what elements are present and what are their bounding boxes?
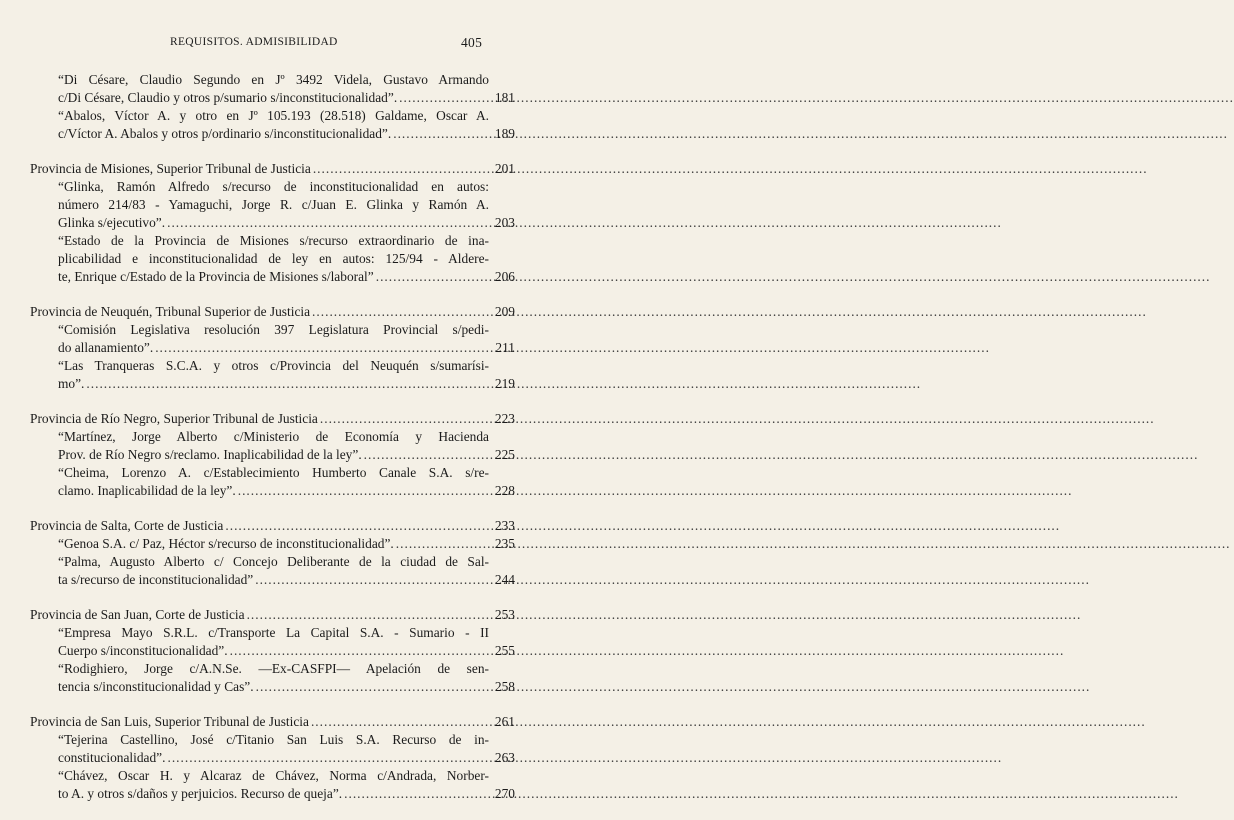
court-name: Provincia de Misiones, Superior Tribunal de Justicia xyxy=(30,161,311,176)
case-title-text: “Martínez, Jorge Alberto c/Ministerio de Economía y Hacienda xyxy=(58,429,489,444)
court-name: Provincia de Río Negro, Superior Tribunal de Justicia xyxy=(30,411,318,426)
case-title-text: plicabilidad e inconstitucionalidad de ley en autos: 125/94 - Aldere- xyxy=(58,251,489,266)
case-entry-line xyxy=(0,107,517,125)
case-entry xyxy=(0,232,517,286)
court-name: Provincia de Neuquén, Tribunal Superior de Justicia xyxy=(30,304,311,319)
index-section xyxy=(0,303,517,393)
leader-dots xyxy=(167,749,486,767)
leader-dots xyxy=(320,410,486,428)
case-entry-line xyxy=(0,464,517,482)
case-page-number: 228 xyxy=(494,483,515,498)
case-title-text: “Abalos, Víctor A. y otro en Jº 105.193 (28.518) Galdame, Oscar A. xyxy=(58,108,489,123)
case-page-number: 181 xyxy=(494,90,515,105)
case-entry xyxy=(0,553,517,589)
index-section xyxy=(0,410,517,500)
leader-dots xyxy=(86,375,486,393)
case-entry xyxy=(0,464,517,500)
court-page-number: 253 xyxy=(494,607,515,622)
court-page-number: 233 xyxy=(494,518,515,533)
case-page-number: 219 xyxy=(494,376,515,391)
index-section xyxy=(0,71,517,143)
case-title-text: to A. y otros s/daños y perjuicios. Recurso de queja”. xyxy=(58,786,343,801)
case-page-number: 258 xyxy=(494,679,515,694)
case-entry xyxy=(0,321,517,357)
case-page-number: 203 xyxy=(494,215,515,230)
case-title-text: “Las Tranqueras S.C.A. y otros c/Provincia del Neuquén s/sumarísi- xyxy=(58,358,489,373)
case-title-text: “Chávez, Oscar H. y Alcaraz de Chávez, Norma c/Andrada, Norber- xyxy=(58,768,489,783)
case-entry-line xyxy=(0,428,517,446)
leader-dots xyxy=(376,268,486,286)
court-heading xyxy=(0,713,517,731)
case-entry-line xyxy=(0,250,517,268)
case-title-text: mo”. xyxy=(58,376,85,391)
case-entry-line xyxy=(0,232,517,250)
case-entry-line xyxy=(0,553,517,571)
case-title-text: “Comisión Legislativa resolución 397 Legislatura Provincial s/pedi- xyxy=(58,322,489,337)
case-entry-line xyxy=(0,571,517,589)
case-title-text: “Palma, Augusto Alberto c/ Concejo Deliberante de la ciudad de Sal- xyxy=(58,554,489,569)
court-page-number: 261 xyxy=(494,714,515,729)
case-page-number: 211 xyxy=(495,340,515,355)
case-title-text: Prov. de Río Negro s/reclamo. Inaplicabilidad de la ley”. xyxy=(58,447,362,462)
leader-dots xyxy=(255,571,486,589)
leader-dots xyxy=(313,160,486,178)
court-heading xyxy=(0,517,517,535)
case-entry xyxy=(0,178,517,232)
case-title-text: “Estado de la Provincia de Misiones s/recurso extraordinario de ina- xyxy=(58,233,489,248)
court-name: Provincia de Salta, Corte de Justicia xyxy=(30,518,224,533)
leader-dots xyxy=(155,339,486,357)
leader-dots xyxy=(167,214,486,232)
case-entry-line xyxy=(0,375,517,393)
case-entry-line xyxy=(0,482,517,500)
case-entry xyxy=(0,107,517,143)
case-entry xyxy=(0,767,517,803)
case-entry-line xyxy=(0,624,517,642)
case-title-text: “Di Césare, Claudio Segundo en Jº 3492 Videla, Gustavo Armando xyxy=(58,72,489,87)
case-entry-line xyxy=(0,678,517,696)
leader-dots xyxy=(393,125,486,143)
leader-dots xyxy=(230,642,486,660)
index-section xyxy=(0,160,517,286)
case-entry-line xyxy=(0,785,517,803)
case-title-text: te, Enrique c/Estado de la Provincia de Misiones s/laboral” xyxy=(58,269,374,284)
case-title-text: constitucionalidad”. xyxy=(58,750,166,765)
court-name: Provincia de San Juan, Corte de Justicia xyxy=(30,607,245,622)
case-title-text: “Empresa Mayo S.R.L. c/Transporte La Capital S.A. - Sumario - II xyxy=(58,625,489,640)
leader-dots xyxy=(344,785,486,803)
leader-dots xyxy=(311,713,486,731)
case-entry-line xyxy=(0,196,517,214)
leader-dots xyxy=(312,303,486,321)
court-heading xyxy=(0,606,517,624)
case-entry-line xyxy=(0,214,517,232)
case-title-text: “Glinka, Ramón Alfredo s/recurso de inconstitucionalidad en autos: xyxy=(58,179,489,194)
case-entry-line xyxy=(0,660,517,678)
case-entry-line xyxy=(0,178,517,196)
case-page-number: 189 xyxy=(494,126,515,141)
court-heading xyxy=(0,303,517,321)
leader-dots xyxy=(247,606,486,624)
leader-dots xyxy=(364,446,486,464)
case-entry xyxy=(0,624,517,660)
case-title-text: número 214/83 - Yamaguchi, Jorge R. c/Juan E. Glinka y Ramón A. xyxy=(58,197,489,212)
case-title-text: “Tejerina Castellino, José c/Titanio San Luis S.A. Recurso de in- xyxy=(58,732,489,747)
court-heading xyxy=(0,410,517,428)
case-entry xyxy=(0,535,517,553)
leader-dots xyxy=(396,535,486,553)
court-page-number: 201 xyxy=(494,161,515,176)
case-page-number: 263 xyxy=(494,750,515,765)
case-entry xyxy=(0,731,517,767)
case-title-text: “Genoa S.A. c/ Paz, Héctor s/recurso de inconstitucionalidad”. xyxy=(58,536,394,551)
case-entry-line xyxy=(0,357,517,375)
leader-dots xyxy=(399,89,486,107)
case-title-text: ta s/recurso de inconstitucionalidad” xyxy=(58,572,254,587)
case-entry xyxy=(0,357,517,393)
index-list xyxy=(0,71,517,820)
case-page-number: 244 xyxy=(494,572,515,587)
case-entry-line xyxy=(0,268,517,286)
case-entry-line xyxy=(0,89,517,107)
case-entry-line xyxy=(0,339,517,357)
case-entry-line xyxy=(0,642,517,660)
case-entry-line xyxy=(0,749,517,767)
court-name: Provincia de San Luis, Superior Tribunal de Justicia xyxy=(30,714,309,729)
leader-dots xyxy=(225,517,486,535)
leader-dots xyxy=(238,482,486,500)
case-entry-line xyxy=(0,767,517,785)
court-page-number: 209 xyxy=(494,304,515,319)
case-entry-line xyxy=(0,731,517,749)
page-number: 405 xyxy=(461,35,483,50)
case-entry-line xyxy=(0,125,517,143)
index-section xyxy=(0,713,517,803)
case-entry-line xyxy=(0,535,517,553)
case-title-text: Cuerpo s/inconstitucionalidad”. xyxy=(58,643,228,658)
court-heading xyxy=(0,160,517,178)
index-section xyxy=(0,606,517,696)
case-entry xyxy=(0,660,517,696)
case-title-text: clamo. Inaplicabilidad de la ley”. xyxy=(58,483,236,498)
case-page-number: 235 xyxy=(494,536,515,551)
case-title-text: Glinka s/ejecutivo”. xyxy=(58,215,166,230)
case-title-text: do allanamiento”. xyxy=(58,340,154,355)
case-page-number: 255 xyxy=(494,643,515,658)
running-title: REQUISITOS. ADMISIBILIDAD xyxy=(170,36,338,48)
case-title-text: c/Víctor A. Abalos y otros p/ordinario s/inconstitucionalidad”. xyxy=(58,126,392,141)
case-title-text: “Rodighiero, Jorge c/A.N.Se. —Ex-CASFPI— Apelación de sen- xyxy=(58,661,489,676)
leader-dots xyxy=(256,678,486,696)
case-entry-line xyxy=(0,446,517,464)
case-title-text: “Cheima, Lorenzo A. c/Establecimiento Humberto Canale S.A. s/re- xyxy=(58,465,489,480)
index-section xyxy=(0,517,517,589)
case-page-number: 270 xyxy=(494,786,515,801)
court-page-number: 223 xyxy=(494,411,515,426)
page-header xyxy=(0,36,517,54)
case-title-text: c/Di Césare, Claudio y otros p/sumario s/inconstitucionalidad”. xyxy=(58,90,398,105)
case-page-number: 225 xyxy=(494,447,515,462)
case-title-text: tencia s/inconstitucionalidad y Cas”. xyxy=(58,679,254,694)
case-page-number: 206 xyxy=(494,269,515,284)
case-entry xyxy=(0,428,517,464)
case-entry xyxy=(0,71,517,107)
case-entry-line xyxy=(0,71,517,89)
case-entry-line xyxy=(0,321,517,339)
